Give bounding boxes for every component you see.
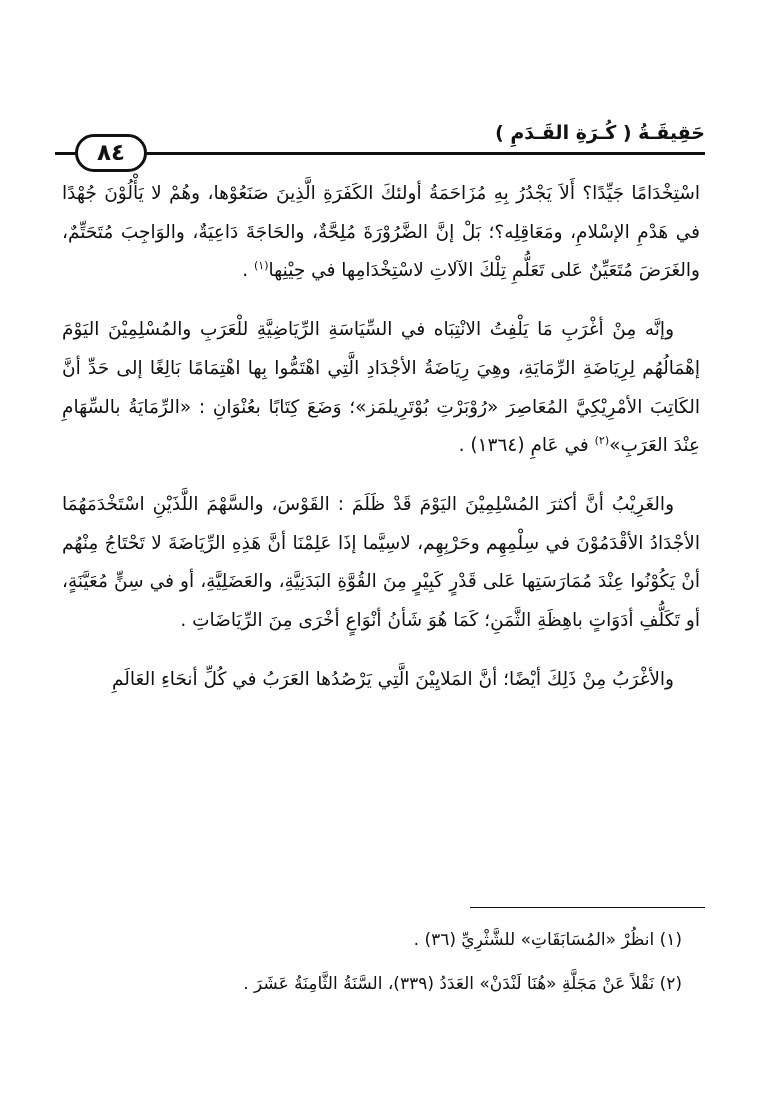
paragraph bbox=[62, 486, 700, 641]
paragraph bbox=[62, 661, 700, 700]
paragraph bbox=[62, 175, 700, 291]
footnote-marker: (٢) bbox=[594, 434, 610, 448]
page-header bbox=[55, 120, 705, 180]
header-rule bbox=[55, 152, 705, 155]
paragraph-tail: . bbox=[242, 260, 254, 282]
page-number: ٨٤ bbox=[75, 134, 147, 172]
paragraph-text: اسْتِخْدَامًا جَيِّدًا؟ أَلاَ يَجْدُرُ بِهِ مُزَاحَمَةُ أولئكَ الكَفَرَةِ الَّذِينَ صَنَعُوْها، وهُمْ لا يَأْلُوْنَ جُهْدًا في هَدْمِ الإسْلامِ، ومَعَاقِلِه؟؛ بَلْ إنَّ الضَّرُوْرَةَ مُلِحَّةٌ، والحَاجَةَ دَاعِيَةٌ، والوَاجِبَ مُتَحَتِّمٌ، والغَرَضَ مُتَعَيِّنٌ عَلى تَعَلُّمِ تِلْكَ الآلاتِ لاسْتِخْدَامِها في حِيْنِها bbox=[62, 183, 700, 282]
main-text bbox=[62, 175, 700, 719]
paragraph-tail: في عَامِ (١٣٦٤) . bbox=[458, 435, 595, 457]
footnote: (١) انظُرْ «المُسَابَقَاتِ» للشَّثْرِيِّ (٣٦) . bbox=[413, 930, 682, 950]
footnote-rule bbox=[470, 907, 705, 908]
paragraph-text: والغَرِيْبُ أنَّ أكثرَ المُسْلِمِيْنَ اليَوْمَ قَدْ ظَلَمَ : القَوْسَ، والسَّهْمَ اللَّذَيْنِ اسْتَخْدَمَهُمَا الأجْدَادُ الأقْدَمُوْنَ في سِلْمِهِم وحَرْبِهِم، لاسِيَّما إذَا عَلِمْنَا أنَّ هَذِهِ الرِّيَاضَةَ لا تَحْتَاجُ مِنْهُم أنْ يَكُوْنُوا عِنْدَ مُمَارَسَتِها عَلى قَدْرٍ كَبِيْرٍ مِنَ القُوَّةِ البَدَنِيَّةِ، والعَضَلِيَّةِ، أو في سِنٍّ مُعَيَّنَةٍ، أو تَكَلُّفِ أدَوَاتٍ باهِظَةِ الثَّمَنِ؛ كَمَا هُوَ شَأنُ أنْوَاعٍ أخْرَى مِنَ الرِّيَاضَاتِ . bbox=[62, 493, 700, 632]
footnote: (٢) نَقْلاً عَنْ مَجَلَّةِ «هُنَا لَنْدَنْ» العَدَدُ (٣٣٩)، السَّنَةُ الثَّامِنَةُ عَشَرَ . bbox=[243, 974, 682, 994]
footnote-marker: (١) bbox=[254, 259, 269, 273]
paragraph-text: وإنَّه مِنْ أغْرَبِ مَا يَلْفِتُ الانْتِبَاه في السِّيَاسَةِ الرِّيَاضِيَّةِ للْعَرَبِ والمُسْلِمِيْنَ اليَوْمَ إهْمَالُهُم لِرِيَاضَةِ الرِّمَايَةِ، وهِيَ رِيَاضَةُ الأجْدَادِ الَّتِي اهْتَمُّوا بِها اهْتِمَامًا بَالِغًا إلى حَدِّ أنَّ الكَاتِبَ الأمْرِيْكِيَّ المُعَاصِرَ «رُوْبَرْتِ بُوْتَرِيلمَز»؛ وَضَعَ كِتَابًا بعُنْوَانِ : «الرِّمَايَةُ بالسِّهَامِ عِنْدَ العَرَبِ» bbox=[62, 319, 700, 457]
footnotes bbox=[62, 918, 682, 1006]
paragraph bbox=[62, 311, 700, 466]
paragraph-text: والأغْرَبُ مِنْ ذَلِكَ أيْضًا؛ أنَّ المَلايِيْنَ الَّتِي يَرْصُدُها العَرَبُ في كُلِّ أنحَاءِ العَالَمِ bbox=[111, 668, 674, 690]
running-title: حَقِيقَـةُ ( كُـرَةِ القَـدَمِ ) bbox=[495, 122, 705, 144]
